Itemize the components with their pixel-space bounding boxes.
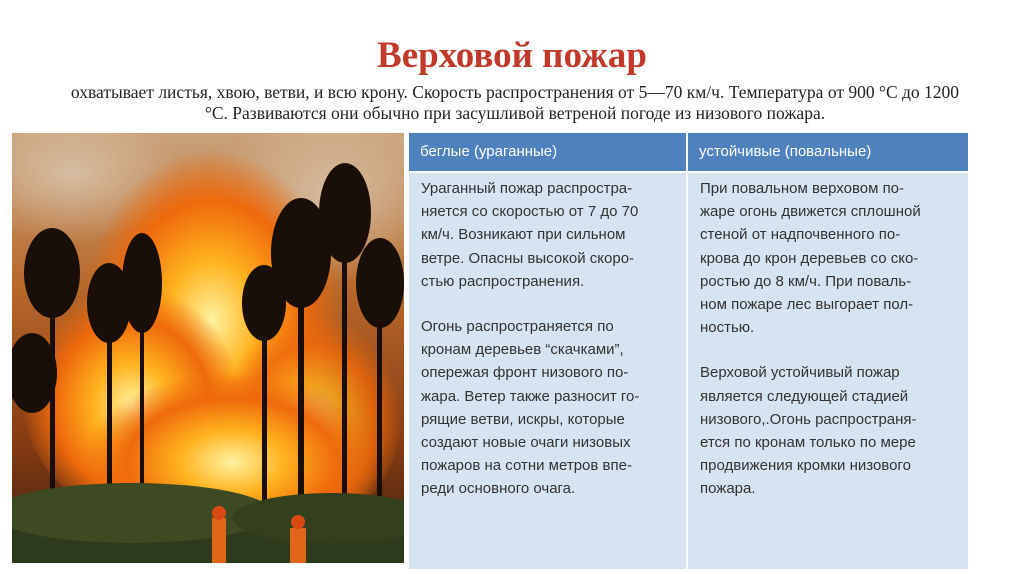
table-header-stable: устойчивые (повальные)	[688, 133, 968, 171]
fleeting-paragraph-1: Ураганный пожар распростра- няется со скоростью от 7 до 70 км/ч. Возникают при сильном ветре. Опасны высокой скоро- стью распространения.	[421, 180, 639, 290]
table-header-fleeting: беглые (ураганные)	[409, 133, 686, 171]
table-cell-fleeting	[409, 173, 686, 569]
slide-title: Верховой пожар	[377, 35, 647, 76]
fire-types-table	[409, 133, 968, 569]
fleeting-paragraph-2: Огонь распространяется по кронам деревьев “скачками”, опережая фронт низового по- жара. Ветер также разносит го- рящие ветви, искры, которые создают новые очаги низовых пожаров на сотни метров впе- реди основного очага.	[421, 318, 640, 498]
forest-fire-photo	[12, 133, 404, 563]
stable-paragraph-1: При повальном верховом по- жаре огонь движется сплошной стеной от надпочвенного по- крова до крон деревьев со ско- ростью до 8 км/ч. При поваль- ном пожаре лес выгорает пол- ностью.	[700, 180, 921, 337]
slide-subtitle: охватывает листья, хвою, ветви, и всю крону. Скорость распространения от 5—70 км/ч. Температура от 900 °С до 1200 °С. Развиваются они обычно при засушливой ветреной погоде из низового пожара.	[70, 82, 960, 123]
table-cell-stable	[688, 173, 968, 569]
stable-paragraph-2: Верховой устойчивый пожар является следующей стадией низового,.Огонь распространя- ется по кронам только по мере продвижения кромки низового пожара.	[700, 364, 917, 498]
